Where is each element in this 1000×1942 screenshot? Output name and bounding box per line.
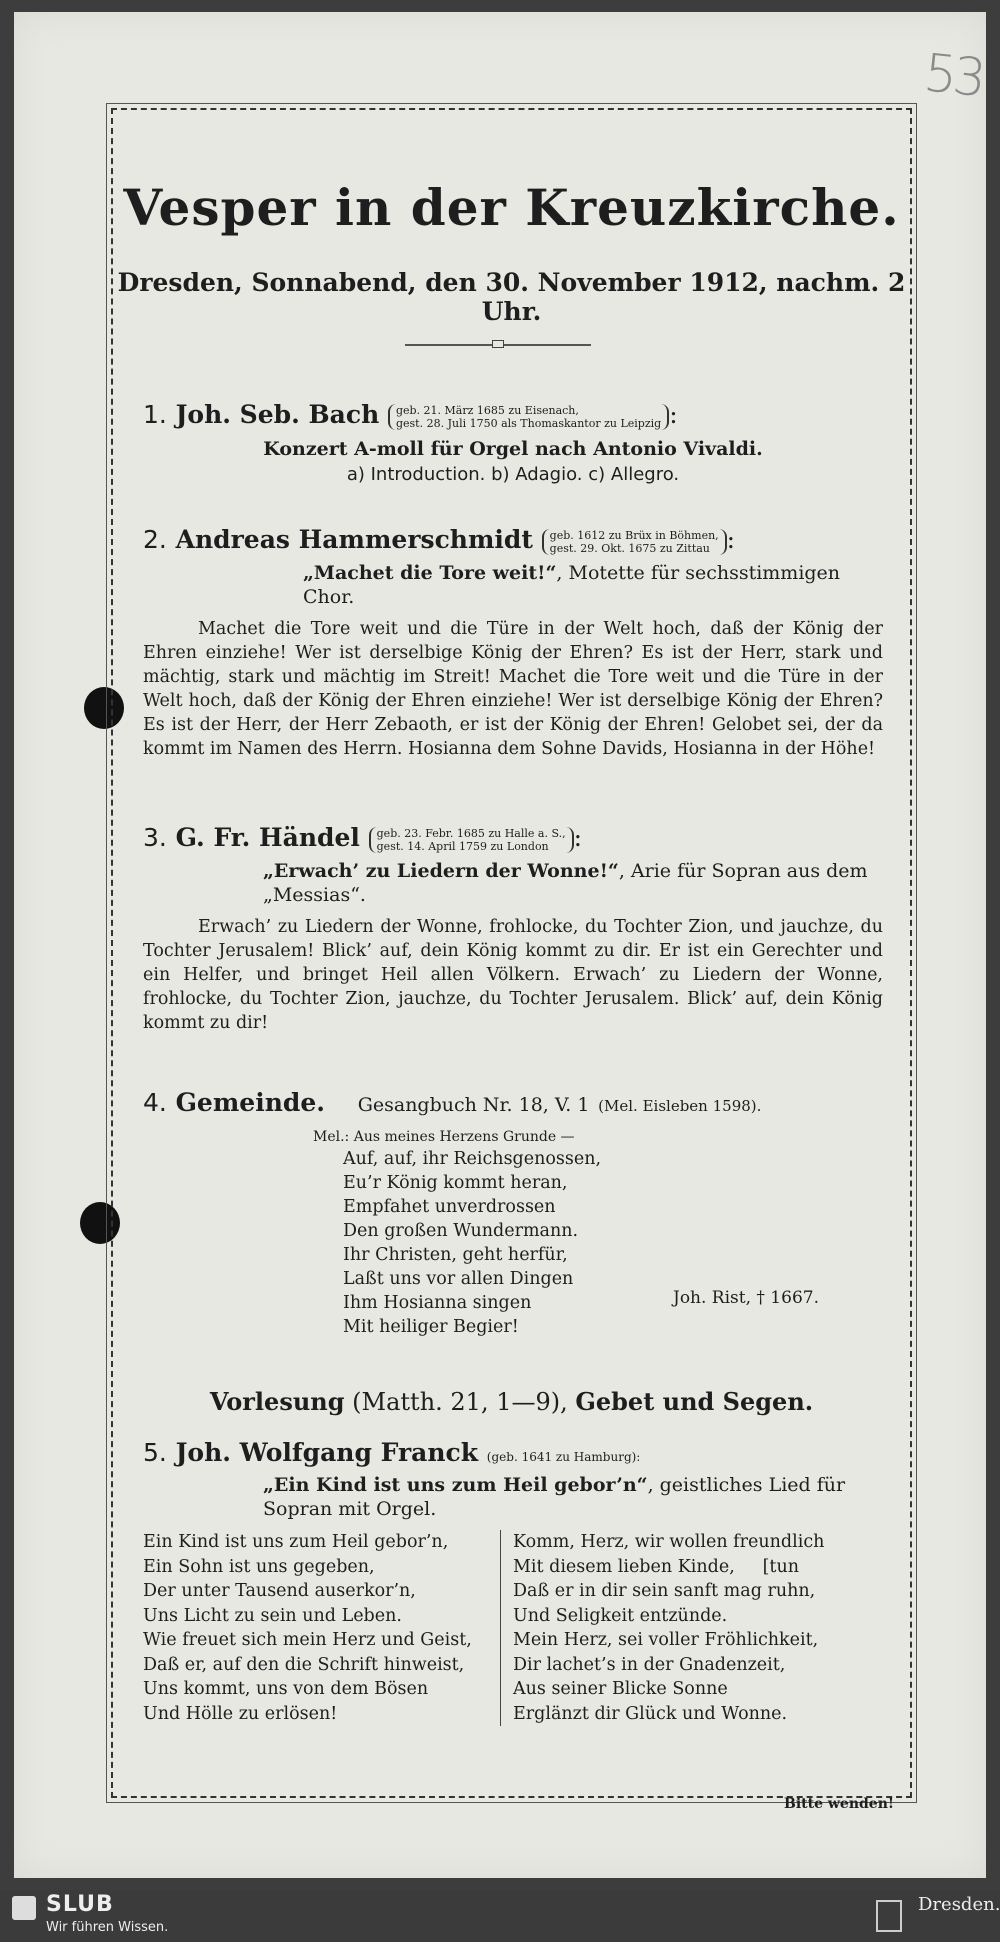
composer-name: Joh. Seb. Bach (175, 400, 380, 429)
composer-dates: geb. 1641 zu Hamburg (491, 1450, 632, 1464)
library-name[interactable]: SLUB (46, 1892, 114, 1917)
city-name[interactable]: Dresden. (918, 1894, 1000, 1915)
composer-dates: geb. 23. Febr. 1685 zu Halle a. S., gest. 14. April 1759 zu London (369, 827, 574, 853)
item-number: 1. (143, 400, 167, 429)
item-number: 4. (143, 1088, 167, 1117)
item-number: 5. (143, 1438, 167, 1467)
hymn-verse: Auf, auf, ihr Reichsgenossen, Eu’r König kommt heran, Empfahet unverdrossen Den großen Wundermann. Ihr Christen, geht herfür, Laßt uns vor allen Dingen Ihm Hosianna singen Mit heiliger Begier! (343, 1149, 602, 1337)
document-page (14, 12, 986, 1878)
aria-text: Erwach’ zu Liedern der Wonne, frohlocke, du Tochter Zion, und jauchze, du Tochter Jerusalem! Blick’ auf, dein König kommt zu dir. Er ist ein Gerechter und ein Helfer, und bringet Heil allen Völkern. Erwach’ zu Liedern der Wonne, frohlocke, du Tochter Zion, jauchze, du Tochter Jerusalem. Blick’ auf, dein König kommt zu dir! (143, 916, 883, 1033)
page-title: Vesper in der Kreuzkirche. (123, 178, 900, 237)
hymn-melody-date: (Mel. Eisleben 1598). (598, 1097, 762, 1115)
hymn-melody: Mel.: Aus meines Herzens Grunde — (313, 1129, 575, 1145)
song-columns (143, 1530, 883, 1726)
event-date: Dresden, Sonnabend, den 30. November 1912, nachm. 2 Uhr. (117, 268, 906, 326)
ornament-divider (405, 344, 591, 346)
reading-line: Vorlesung (Matth. 21, 1—9), Gebet und Segen. (209, 1387, 814, 1416)
library-tagline: Wir führen Wissen. (46, 1920, 169, 1935)
program-frame (111, 108, 912, 1798)
viewer-footer (0, 1890, 1000, 1942)
hymn-author: Joh. Rist, † 1667. (673, 1288, 819, 1308)
composer-name: Andreas Hammerschmidt (175, 525, 533, 554)
item-number: 2. (143, 525, 167, 554)
program-item-5: 5. Joh. Wolfgang Franck (geb. 1641 zu Hamburg): „Ein Kind ist uns zum Heil gebor’n“, geistliches Lied für Sopran mit Orgel. (143, 1438, 883, 1521)
composer-dates: geb. 1612 zu Brüx in Böhmen, gest. 29. Okt. 1675 zu Zittau (542, 529, 727, 555)
program-item-3: 3. G. Fr. Händel geb. 23. Febr. 1685 zu Halle a. S., gest. 14. April 1759 zu London : „Erwach’ zu Liedern der Wonne!“, Arie für Sopran aus dem „Messias“. Erwach’ zu Liedern der Wonne, frohlocke, du Tochter Zion, und jauchze, du Tochter Jerusalem! Blick’ auf, dein König kommt zu dir. Er ist ein Gerechter und ein Helfer, und bringet Heil allen Völkern. Erwach’ zu Liedern der Wonne, frohlocke, du Tochter Zion, jauchze, du Tochter Jerusalem. Blick’ auf, dein König kommt zu dir! (143, 823, 883, 1033)
song-verse-1: Ein Kind ist uns zum Heil gebor’n, Ein Sohn ist uns gegeben, Der unter Tausend auserkor’n, Uns Licht zu sein und Leben. Wie freuet sich mein Herz und Geist, Daß er, auf den die Schrift hinweist, Uns kommt, uns von dem Bösen Und Hölle zu erlösen! (143, 1530, 501, 1726)
work-movements: a) Introduction. b) Adagio. c) Allegro. (346, 463, 680, 485)
slub-logo-icon[interactable] (12, 1896, 36, 1920)
pencil-page-number: 53 (921, 43, 986, 109)
program-item-1: 1. Joh. Seb. Bach geb. 21. März 1685 zu Eisenach, gest. 28. Juli 1750 als Thomaskantor zu Leipzig : Konzert A-moll für Orgel nach Antonio Vivaldi. a) Introduction. b) Adagio. c) Allegro. (143, 400, 883, 488)
item-number: 3. (143, 823, 167, 852)
song-verse-2: Komm, Herz, wir wollen freundlich Mit diesem lieben Kinde, [tun Daß er in dir sein sanft mag ruhn, Und Seligkeit entzünde. Mein Herz, sei voller Fröhlichkeit, Dir lachet’s in der Gnadenzeit, Aus seiner Blicke Sonne Erglänzt dir Glück und Wonne. (513, 1532, 825, 1724)
city-crest-icon[interactable] (876, 1900, 902, 1932)
work-title: Konzert A-moll für Orgel nach Antonio Vivaldi. (263, 437, 763, 460)
work-line: „Ein Kind ist uns zum Heil gebor’n“, geistliches Lied für Sopran mit Orgel. (263, 1474, 846, 1520)
hymn-reference: Gesangbuch Nr. 18, V. 1 (357, 1094, 590, 1116)
program-item-2: 2. Andreas Hammerschmidt geb. 1612 zu Brüx in Böhmen, gest. 29. Okt. 1675 zu Zittau : „Machet die Tore weit!“, Motette für sechsstimmigen Chor. Machet die Tore weit und die Türe in der Welt hoch, daß der König der Ehren einziehe! Wer ist derselbige König der Ehren? Es ist der Herr, stark und mächtig, stark und mächtig im Streit! Machet die Tore weit und die Türe in der Welt hoch, daß der König der Ehren einziehe! Wer ist derselbige König der Ehren? Es ist der Herr, der Herr Zebaoth, er ist der König der Ehren! Gelobet sei, der da kommt im Namen des Herrn. Hosianna dem Sohne Davids, Hosianna in der Höhe! (143, 525, 883, 759)
motet-text: Machet die Tore weit und die Türe in der Welt hoch, daß der König der Ehren einziehe! Wer ist derselbige König der Ehren? Es ist der Herr, stark und mächtig, stark und mächtig im Streit! Machet die Tore weit und die Türe in der Welt hoch, daß der König der Ehren einziehe! Wer ist derselbige König der Ehren? Es ist der Herr, der Herr Zebaoth, er ist der König der Ehren! Gelobet sei, der da kommt im Namen des Herrn. Hosianna dem Sohne Davids, Hosianna in der Höhe! (143, 618, 883, 759)
composer-name: Joh. Wolfgang Franck (175, 1438, 479, 1467)
composer-name: G. Fr. Händel (175, 823, 360, 852)
work-line: „Machet die Tore weit!“, Motette für sechsstimmigen Chor. (303, 561, 841, 608)
turn-over-note: Bitte wenden! (784, 1796, 895, 1812)
program-item-4 (143, 1088, 883, 1339)
work-line: „Erwach’ zu Liedern der Wonne!“, Arie für Sopran aus dem „Messias“. (263, 859, 868, 906)
composer-dates: geb. 21. März 1685 zu Eisenach, gest. 28. Juli 1750 als Thomaskantor zu Leipzig (388, 404, 669, 430)
congregation-label: Gemeinde. (175, 1088, 325, 1117)
